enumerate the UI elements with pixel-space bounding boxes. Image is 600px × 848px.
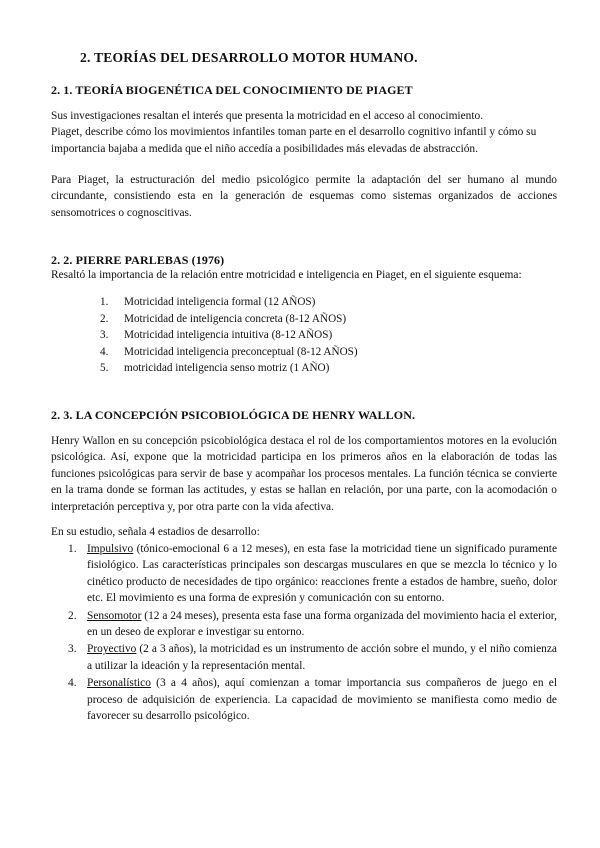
list-item: 5. motricidad inteligencia senso motriz (1 AÑO) <box>100 362 330 375</box>
section-heading-wallon: 2. 3. LA CONCEPCIÓN PSICOBIOLÓGICA DE HENRY WALLON. <box>51 408 416 422</box>
parlebas-list <box>100 294 358 377</box>
main-title: 2. TEORÍAS DEL DESARROLLO MOTOR HUMANO. <box>80 50 418 65</box>
stage-term: Personalístico <box>87 677 151 690</box>
list-item: 1. Motricidad inteligencia formal (12 AÑOS) <box>100 296 316 308</box>
parlebas-intro: Resaltó la importancia de la relación entre motricidad e inteligencia en Piaget, en el siguiente esquema: <box>51 269 522 281</box>
piaget-intro-paragraph <box>51 108 557 157</box>
piaget-paragraph-2: Piaget, describe cómo los movimientos infantiles toman parte en el desarrollo cognitivo infantil y cómo su importancia bajaba a medida que el niño accedía a posibilidades más elevadas de abstracción. <box>51 126 537 155</box>
list-item: 1. Impulsivo (tónico-emocional 6 a 12 meses), en esta fase la motricidad tiene un significado puramente fisiológico. Las características principales son descargas musculares en que se mezcla lo técnico y lo cinético producto de necesidades de tipo orgánico: reacciones frente a estados de hambre, sueño, dolor etc. El movimiento es una forma de expresión y comunicación con su entorno. <box>68 543 557 605</box>
stage-term: Sensomotor <box>87 609 142 622</box>
list-item: 4. Personalístico (3 a 4 años), aquí comienzan a tomar importancia sus compañeros de juego en el proceso de adquisición de experiencia. La capacidad de movimiento se manifiesta como medio de favorecer su desarrollo psicológico. <box>68 677 557 723</box>
list-item: 3. Proyectivo (2 a 3 años), la motricidad es un instrumento de acción sobre el mundo, y el niño comienza a utilizar la ideación y la representación mental. <box>68 643 557 672</box>
section-heading-parlebas: 2. 2. PIERRE PARLEBAS (1976) <box>51 253 225 267</box>
stages-intro: En su estudio, señala 4 estadios de desarrollo: <box>51 526 260 538</box>
stage-term: Proyectivo <box>87 643 137 656</box>
wallon-paragraph: Henry Wallon en su concepción psicobiológica destaca el rol de los comportamientos motores en la evolución psicológica. Así, expone que la motricidad participa en los primeros años en la elaboración de todas las funciones psicológicas para servir de base y acompañar los procesos mentales. La función técnica se convierte en la trama donde se forman las actitudes, y estas se hallan en relación, por una parte, con la acomodación o interpretación perceptiva y, por otra parte con la vida afectiva. <box>51 435 557 513</box>
list-item: 2. Sensomotor (12 a 24 meses), presenta esta fase una forma organizada del movimiento hacia el exterior, en un deseo de explorar e investigar su entorno. <box>68 609 557 639</box>
section-heading-piaget: 2. 1. TEORÍA BIOGENÉTICA DEL CONOCIMIENTO DE PIAGET <box>51 83 413 97</box>
wallon-stages-list <box>68 541 557 725</box>
list-item: 4. Motricidad inteligencia preconceptual (8-12 AÑOS) <box>100 345 358 358</box>
piaget-paragraph-1: Sus investigaciones resaltan el interés que presenta la motricidad en el acceso al conocimiento. <box>51 110 484 122</box>
stage-term: Impulsivo <box>87 543 134 555</box>
list-item: 2. Motricidad de inteligencia concreta (8-12 AÑOS) <box>100 312 347 325</box>
piaget-paragraph-3: Para Piaget, la estructuración del medio psicológico permite la adaptación del ser humano al mundo circundante, consistiendo esta en la generación de esquemas como sistemas organizados de acciones sensomotrices o cognoscitivas. <box>51 174 557 219</box>
list-item: 3. Motricidad inteligencia intuitiva (8-12 AÑOS) <box>100 329 333 342</box>
